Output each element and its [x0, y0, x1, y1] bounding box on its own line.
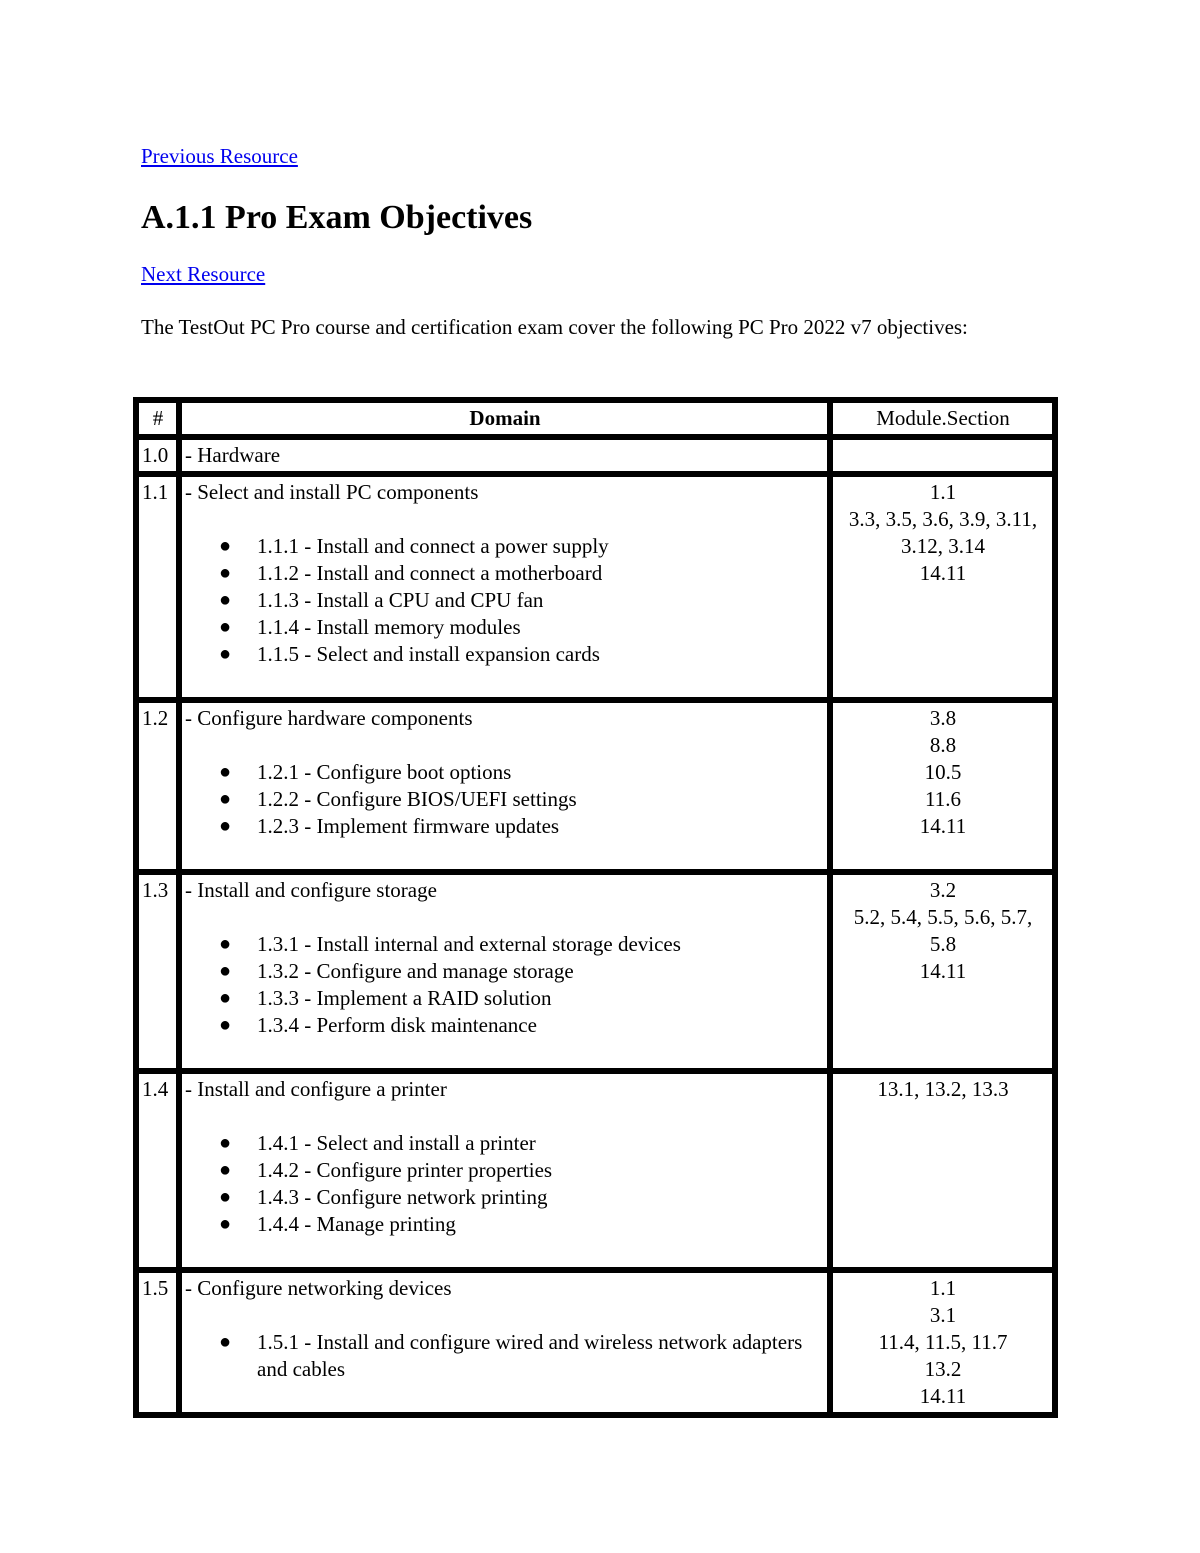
- module-section-value: 10.5: [924, 760, 962, 784]
- module-section-value: 13.1, 13.2, 13.3: [877, 1077, 1009, 1101]
- sub-objective-text: 1.1.2 - Install and connect a motherboard: [257, 561, 603, 585]
- module-section-value: 14.11: [919, 561, 967, 585]
- module-section-cell: [830, 1270, 1055, 1415]
- module-section-value: 14.11: [919, 959, 967, 983]
- sub-objective-list: [185, 931, 825, 1039]
- sub-objective-text: 1.3.1 - Install internal and external storage devices: [257, 932, 681, 956]
- bullet-icon: ●: [219, 1186, 232, 1208]
- module-section-value: 5.2, 5.4, 5.5, 5.6, 5.7,: [853, 905, 1033, 929]
- list-item: [219, 533, 825, 560]
- next-resource-link[interactable]: Next Resource: [141, 262, 266, 286]
- list-item: [219, 1211, 825, 1238]
- sub-objective-text: 1.4.2 - Configure printer properties: [257, 1158, 553, 1182]
- module-section-value: 3.12, 3.14: [901, 534, 985, 558]
- document-page: [141, 142, 1061, 1408]
- table-row: [136, 437, 1055, 474]
- table-row: [136, 1270, 1055, 1415]
- sub-objective-list: [185, 533, 825, 668]
- objective-domain-cell: [179, 1071, 830, 1270]
- sub-objective-text: 1.1.3 - Install a CPU and CPU fan: [257, 588, 544, 612]
- sub-objective-list: [185, 1329, 825, 1383]
- module-section-value: 14.11: [919, 1384, 967, 1408]
- bullet-icon: ●: [219, 933, 232, 955]
- objective-domain-cell: [179, 700, 830, 872]
- bullet-icon: ●: [219, 788, 232, 810]
- list-item: [219, 786, 825, 813]
- sub-objective-list: [185, 759, 825, 840]
- previous-resource-wrapper: [141, 142, 1061, 170]
- next-resource-wrapper: [141, 260, 1061, 288]
- sub-objective-text: 1.1.5 - Select and install expansion cards: [257, 642, 600, 666]
- objective-number: 1.3: [136, 872, 179, 1071]
- module-section-cell: [830, 872, 1055, 1071]
- module-section-value: 3.2: [929, 878, 957, 902]
- objective-domain-title: - Configure networking devices: [185, 1276, 452, 1300]
- objective-number: 1.4: [136, 1071, 179, 1270]
- module-section-value: 5.8: [929, 932, 957, 956]
- objective-domain-title: - Install and configure a printer: [185, 1077, 447, 1101]
- list-item: [219, 1130, 825, 1157]
- sub-objective-list: [185, 1130, 825, 1238]
- module-section-cell: [830, 474, 1055, 700]
- objective-domain-title: - Configure hardware components: [185, 706, 473, 730]
- bullet-icon: ●: [219, 761, 232, 783]
- list-item: [219, 1329, 825, 1383]
- bullet-icon: ●: [219, 643, 232, 665]
- objective-number: 1.0: [136, 437, 179, 474]
- objective-domain-cell: [179, 872, 830, 1071]
- module-section-cell: [830, 700, 1055, 872]
- bullet-icon: ●: [219, 589, 232, 611]
- bullet-icon: ●: [219, 1132, 232, 1154]
- bullet-icon: ●: [219, 562, 232, 584]
- module-section-cell: [830, 1071, 1055, 1270]
- sub-objective-text: 1.3.2 - Configure and manage storage: [257, 959, 574, 983]
- list-item: [219, 1157, 825, 1184]
- sub-objective-text: 1.3.4 - Perform disk maintenance: [257, 1013, 537, 1037]
- module-section-value: 3.8: [929, 706, 957, 730]
- sub-objective-text: 1.3.3 - Implement a RAID solution: [257, 986, 552, 1010]
- bullet-icon: ●: [219, 987, 232, 1009]
- sub-objective-text: 1.2.2 - Configure BIOS/UEFI settings: [257, 787, 577, 811]
- module-section-value: 3.1: [929, 1303, 957, 1327]
- module-section-cell: [830, 437, 1055, 474]
- table-row: [136, 1071, 1055, 1270]
- module-section-value: 13.2: [924, 1357, 962, 1381]
- list-item: [219, 759, 825, 786]
- sub-objective-text: 1.2.3 - Implement firmware updates: [257, 814, 560, 838]
- objectives-body: [136, 437, 1055, 1415]
- objective-domain-cell: [179, 437, 830, 474]
- bullet-icon: ●: [219, 1014, 232, 1036]
- list-item: [219, 985, 825, 1012]
- list-item: [219, 641, 825, 668]
- sub-objective-text: 1.5.1 - Install and configure wired and wireless network adapters and cables: [257, 1330, 803, 1381]
- bullet-icon: ●: [219, 616, 232, 638]
- module-section-value: 1.1: [929, 480, 957, 504]
- list-item: [219, 813, 825, 840]
- header-module: Module.Section: [830, 400, 1055, 437]
- sub-objective-text: 1.1.1 - Install and connect a power supply: [257, 534, 609, 558]
- objective-domain-title: - Select and install PC components: [185, 480, 479, 504]
- table-row: [136, 474, 1055, 700]
- sub-objective-text: 1.2.1 - Configure boot options: [257, 760, 512, 784]
- module-section-value: 14.11: [919, 814, 967, 838]
- header-domain: Domain: [179, 400, 830, 437]
- bullet-icon: ●: [219, 535, 232, 557]
- objective-number: 1.5: [136, 1270, 179, 1415]
- objectives-table: [133, 397, 1058, 1418]
- bullet-icon: ●: [219, 815, 232, 837]
- bullet-icon: ●: [219, 1331, 232, 1353]
- objective-domain-cell: [179, 1270, 830, 1415]
- module-section-value: 11.4, 11.5, 11.7: [878, 1330, 1008, 1354]
- sub-objective-text: 1.1.4 - Install memory modules: [257, 615, 521, 639]
- module-section-value: 11.6: [925, 787, 961, 811]
- table-row: [136, 872, 1055, 1071]
- bullet-icon: ●: [219, 960, 232, 982]
- list-item: [219, 614, 825, 641]
- list-item: [219, 587, 825, 614]
- sub-objective-text: 1.4.1 - Select and install a printer: [257, 1131, 536, 1155]
- list-item: [219, 931, 825, 958]
- table-header-row: [136, 400, 1055, 437]
- list-item: [219, 1184, 825, 1211]
- intro-paragraph: The TestOut PC Pro course and certification exam cover the following PC Pro 2022 v7 objectives:: [141, 315, 968, 339]
- bullet-icon: ●: [219, 1159, 232, 1181]
- sub-objective-text: 1.4.3 - Configure network printing: [257, 1185, 548, 1209]
- list-item: [219, 958, 825, 985]
- page-title: A.1.1 Pro Exam Objectives: [141, 199, 533, 236]
- bullet-icon: ●: [219, 1213, 232, 1235]
- list-item: [219, 560, 825, 587]
- previous-resource-link[interactable]: Previous Resource: [141, 144, 298, 168]
- list-item: [219, 1012, 825, 1039]
- objective-number: 1.2: [136, 700, 179, 872]
- table-row: [136, 700, 1055, 872]
- objective-domain-cell: [179, 474, 830, 700]
- module-section-value: 8.8: [929, 733, 957, 757]
- sub-objective-text: 1.4.4 - Manage printing: [257, 1212, 456, 1236]
- header-num: #: [136, 400, 179, 437]
- objective-domain-title: - Install and configure storage: [185, 878, 437, 902]
- objective-domain-title: - Hardware: [185, 443, 281, 467]
- module-section-value: 3.3, 3.5, 3.6, 3.9, 3.11,: [848, 507, 1038, 531]
- objective-number: 1.1: [136, 474, 179, 700]
- module-section-value: 1.1: [929, 1276, 957, 1300]
